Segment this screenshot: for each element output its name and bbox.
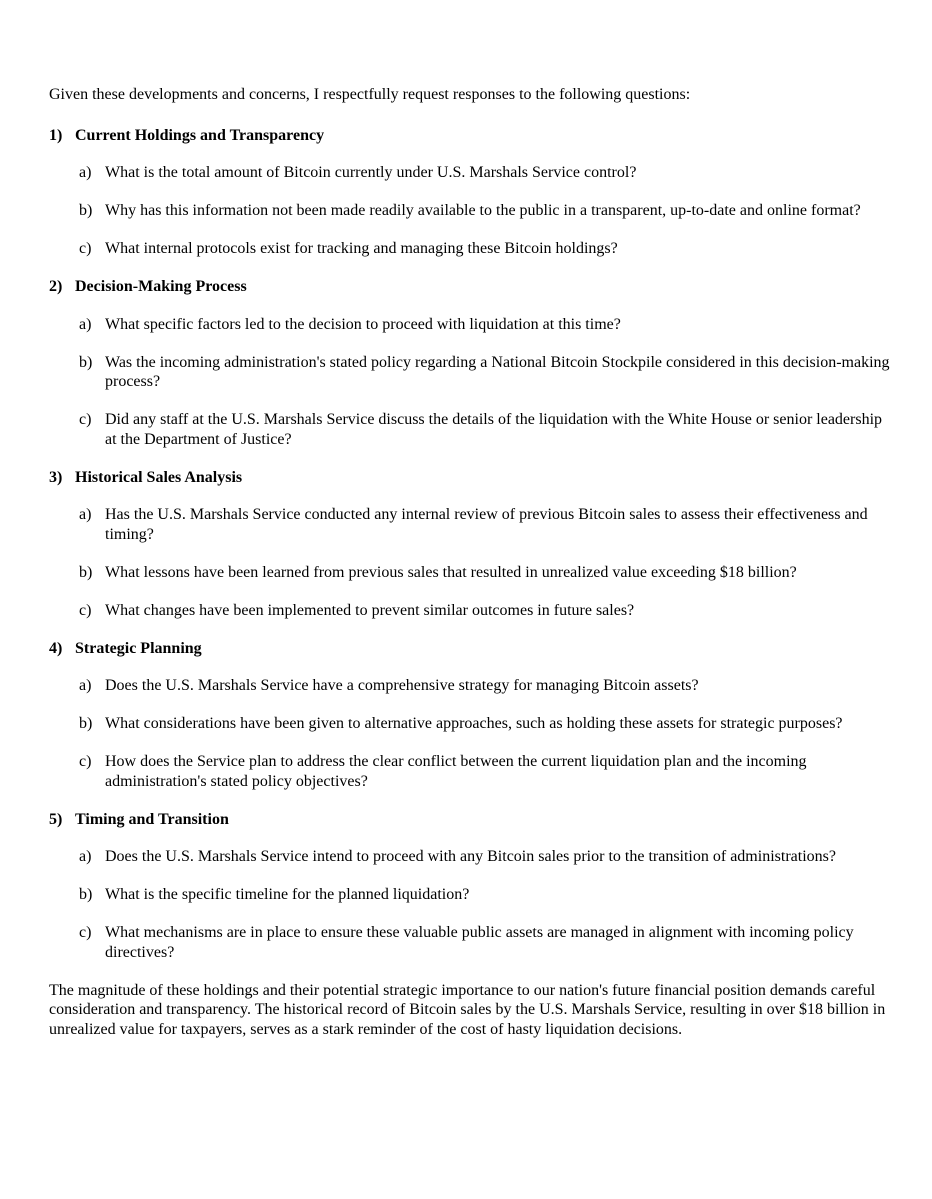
question-item <box>49 923 892 962</box>
item-letter: b) <box>79 715 93 732</box>
item-letter: a) <box>79 164 92 181</box>
question-item <box>49 353 892 392</box>
item-letter: b) <box>79 563 93 581</box>
item-text: Why has this information not been made readily available to the public in a transparent, up-to-date and online format? <box>105 202 861 219</box>
item-letter: c) <box>79 753 92 770</box>
item-text: Does the U.S. Marshals Service intend to proceed with any Bitcoin sales prior to the transition of administrations? <box>105 848 836 865</box>
question-item <box>49 563 892 583</box>
item-letter: a) <box>79 506 92 523</box>
section-number: 4) <box>49 639 63 657</box>
item-letter: a) <box>79 677 92 694</box>
closing-paragraph: The magnitude of these holdings and their potential strategic importance to our nation's future financial position demands careful consideration and transparency. The historical record of Bitcoin sales by the U.S. Marshals Service, resulting in over $18 billion in unrealized value for taxpayers, serves as a stark reminder of the cost of hasty liquidation decisions. <box>49 981 886 1038</box>
section-items <box>49 505 892 620</box>
section-heading <box>49 277 892 297</box>
section-number: 1) <box>49 126 63 144</box>
item-text: What mechanisms are in place to ensure these valuable public assets are managed in alignment with incoming policy directives? <box>105 924 854 961</box>
question-item <box>49 885 892 905</box>
item-text: Was the incoming administration's stated policy regarding a National Bitcoin Stockpile considered in this decision-making process? <box>105 353 890 390</box>
question-item <box>49 601 892 621</box>
question-sections <box>49 126 892 963</box>
section-number: 5) <box>49 810 63 828</box>
item-text: What changes have been implemented to prevent similar outcomes in future sales? <box>105 601 635 619</box>
question-section <box>49 468 892 621</box>
section-heading <box>49 126 892 146</box>
item-letter: c) <box>79 601 92 619</box>
question-item <box>49 315 892 335</box>
section-heading <box>49 639 892 659</box>
section-title: Historical Sales Analysis <box>75 468 243 486</box>
question-item <box>49 676 892 696</box>
section-items <box>49 163 892 259</box>
item-letter: b) <box>79 353 93 371</box>
section-heading <box>49 468 892 488</box>
section-heading <box>49 810 892 830</box>
question-item <box>49 239 892 259</box>
question-section <box>49 277 892 449</box>
item-letter: b) <box>79 886 93 903</box>
question-item <box>49 410 892 449</box>
question-item <box>49 505 892 544</box>
item-text: What considerations have been given to alternative approaches, such as holding these assets for strategic purposes? <box>105 715 843 732</box>
item-text: What lessons have been learned from previous sales that resulted in unrealized value exceeding $18 billion? <box>105 563 797 581</box>
section-number: 3) <box>49 468 63 486</box>
question-item <box>49 847 892 867</box>
item-letter: c) <box>79 411 92 428</box>
item-text: Did any staff at the U.S. Marshals Service discuss the details of the liquidation with the White House or senior leadership at the Department of Justice? <box>105 411 883 448</box>
section-title: Decision-Making Process <box>75 278 247 295</box>
question-item <box>49 201 892 221</box>
item-letter: c) <box>79 240 92 257</box>
section-title: Current Holdings and Transparency <box>75 126 325 144</box>
section-items <box>49 315 892 450</box>
item-text: What internal protocols exist for tracking and managing these Bitcoin holdings? <box>105 240 618 257</box>
section-number: 2) <box>49 278 63 295</box>
section-items <box>49 676 892 791</box>
question-section <box>49 126 892 259</box>
item-letter: c) <box>79 924 92 941</box>
section-title: Strategic Planning <box>75 639 202 657</box>
item-text: Does the U.S. Marshals Service have a comprehensive strategy for managing Bitcoin assets? <box>105 677 699 694</box>
question-section <box>49 639 892 792</box>
intro-paragraph: Given these developments and concerns, I respectfully request responses to the following questions: <box>49 86 691 103</box>
item-letter: b) <box>79 202 93 219</box>
question-item <box>49 714 892 734</box>
question-item <box>49 752 892 791</box>
item-text: What specific factors led to the decision to proceed with liquidation at this time? <box>105 315 621 333</box>
section-title: Timing and Transition <box>75 810 229 828</box>
question-item <box>49 163 892 183</box>
item-text: What is the total amount of Bitcoin currently under U.S. Marshals Service control? <box>105 164 637 181</box>
section-items <box>49 847 892 962</box>
item-letter: a) <box>79 315 92 333</box>
question-section <box>49 810 892 963</box>
item-text: What is the specific timeline for the planned liquidation? <box>105 886 470 903</box>
item-letter: a) <box>79 848 92 865</box>
item-text: How does the Service plan to address the clear conflict between the current liquidation plan and the incoming administration's stated policy objectives? <box>105 753 807 790</box>
item-text: Has the U.S. Marshals Service conducted any internal review of previous Bitcoin sales to assess their effectiveness and timing? <box>105 506 868 543</box>
